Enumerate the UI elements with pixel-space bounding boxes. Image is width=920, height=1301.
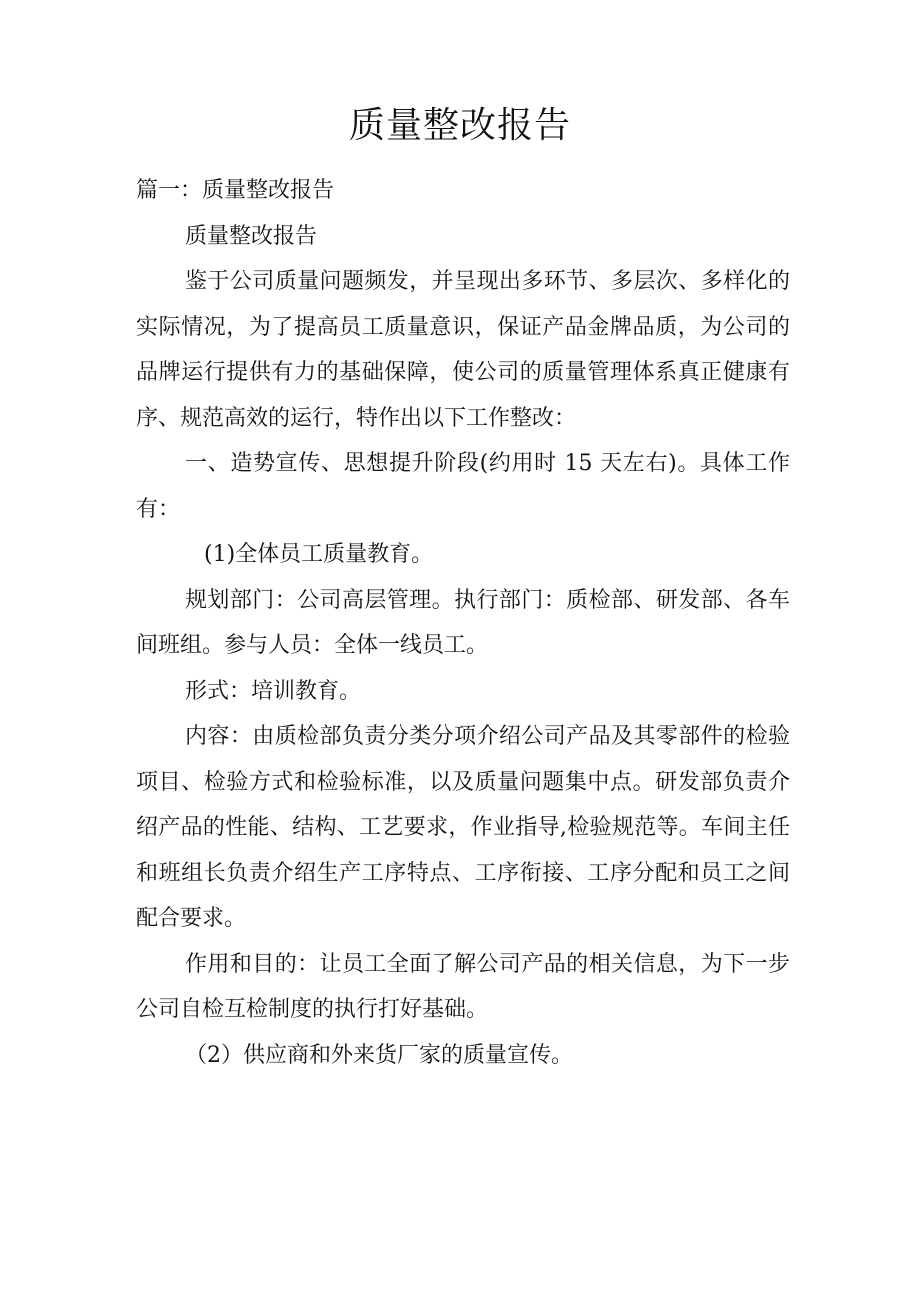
section-heading: 篇一：质量整改报告: [136, 178, 335, 203]
item-one-heading: (1)全体员工质量教育。: [204, 542, 434, 567]
purpose-paragraph: 作用和目的：让员工全面了解公司产品的相关信息，为下一步公司自检互检制度的执行打好基础。: [136, 951, 790, 1022]
content-paragraph: 内容：由质检部负责分类分项介绍公司产品及其零部件的检验项目、检验方式和检验标准，以及质量问题集中点。研发部负责介绍产品的性能、结构、工艺要求，作业指导,检验规范等。车间主任和班组长负责介绍生产工序特点、工序衔接、工序分配和员工之间配合要求。: [136, 724, 790, 931]
report-subtitle: 质量整改报告: [185, 223, 318, 249]
intro-paragraph: 鉴于公司质量问题频发，并呈现出多环节、多层次、多样化的实际情况，为了提高员工质量意识，保证产品金牌品质，为公司的品牌运行提供有力的基础保障，使公司的质量管理体系真正健康有序、规范高效的运行，特作出以下工作整改：: [136, 269, 790, 431]
departments-paragraph: 规划部门：公司高层管理。执行部门：质检部、研发部、各车间班组。参与人员：全体一线员工。: [136, 587, 790, 658]
item-two-heading: （2）供应商和外来货厂家的质量宣传。: [185, 1042, 573, 1068]
document-body: [136, 168, 790, 1078]
phase-one-heading: 一、造势宣传、思想提升阶段(约用时 15 天左右)。具体工作有：: [136, 451, 790, 522]
document-title: 质量整改报告: [348, 105, 571, 146]
form-paragraph: 形式：培训教育。: [185, 678, 362, 704]
